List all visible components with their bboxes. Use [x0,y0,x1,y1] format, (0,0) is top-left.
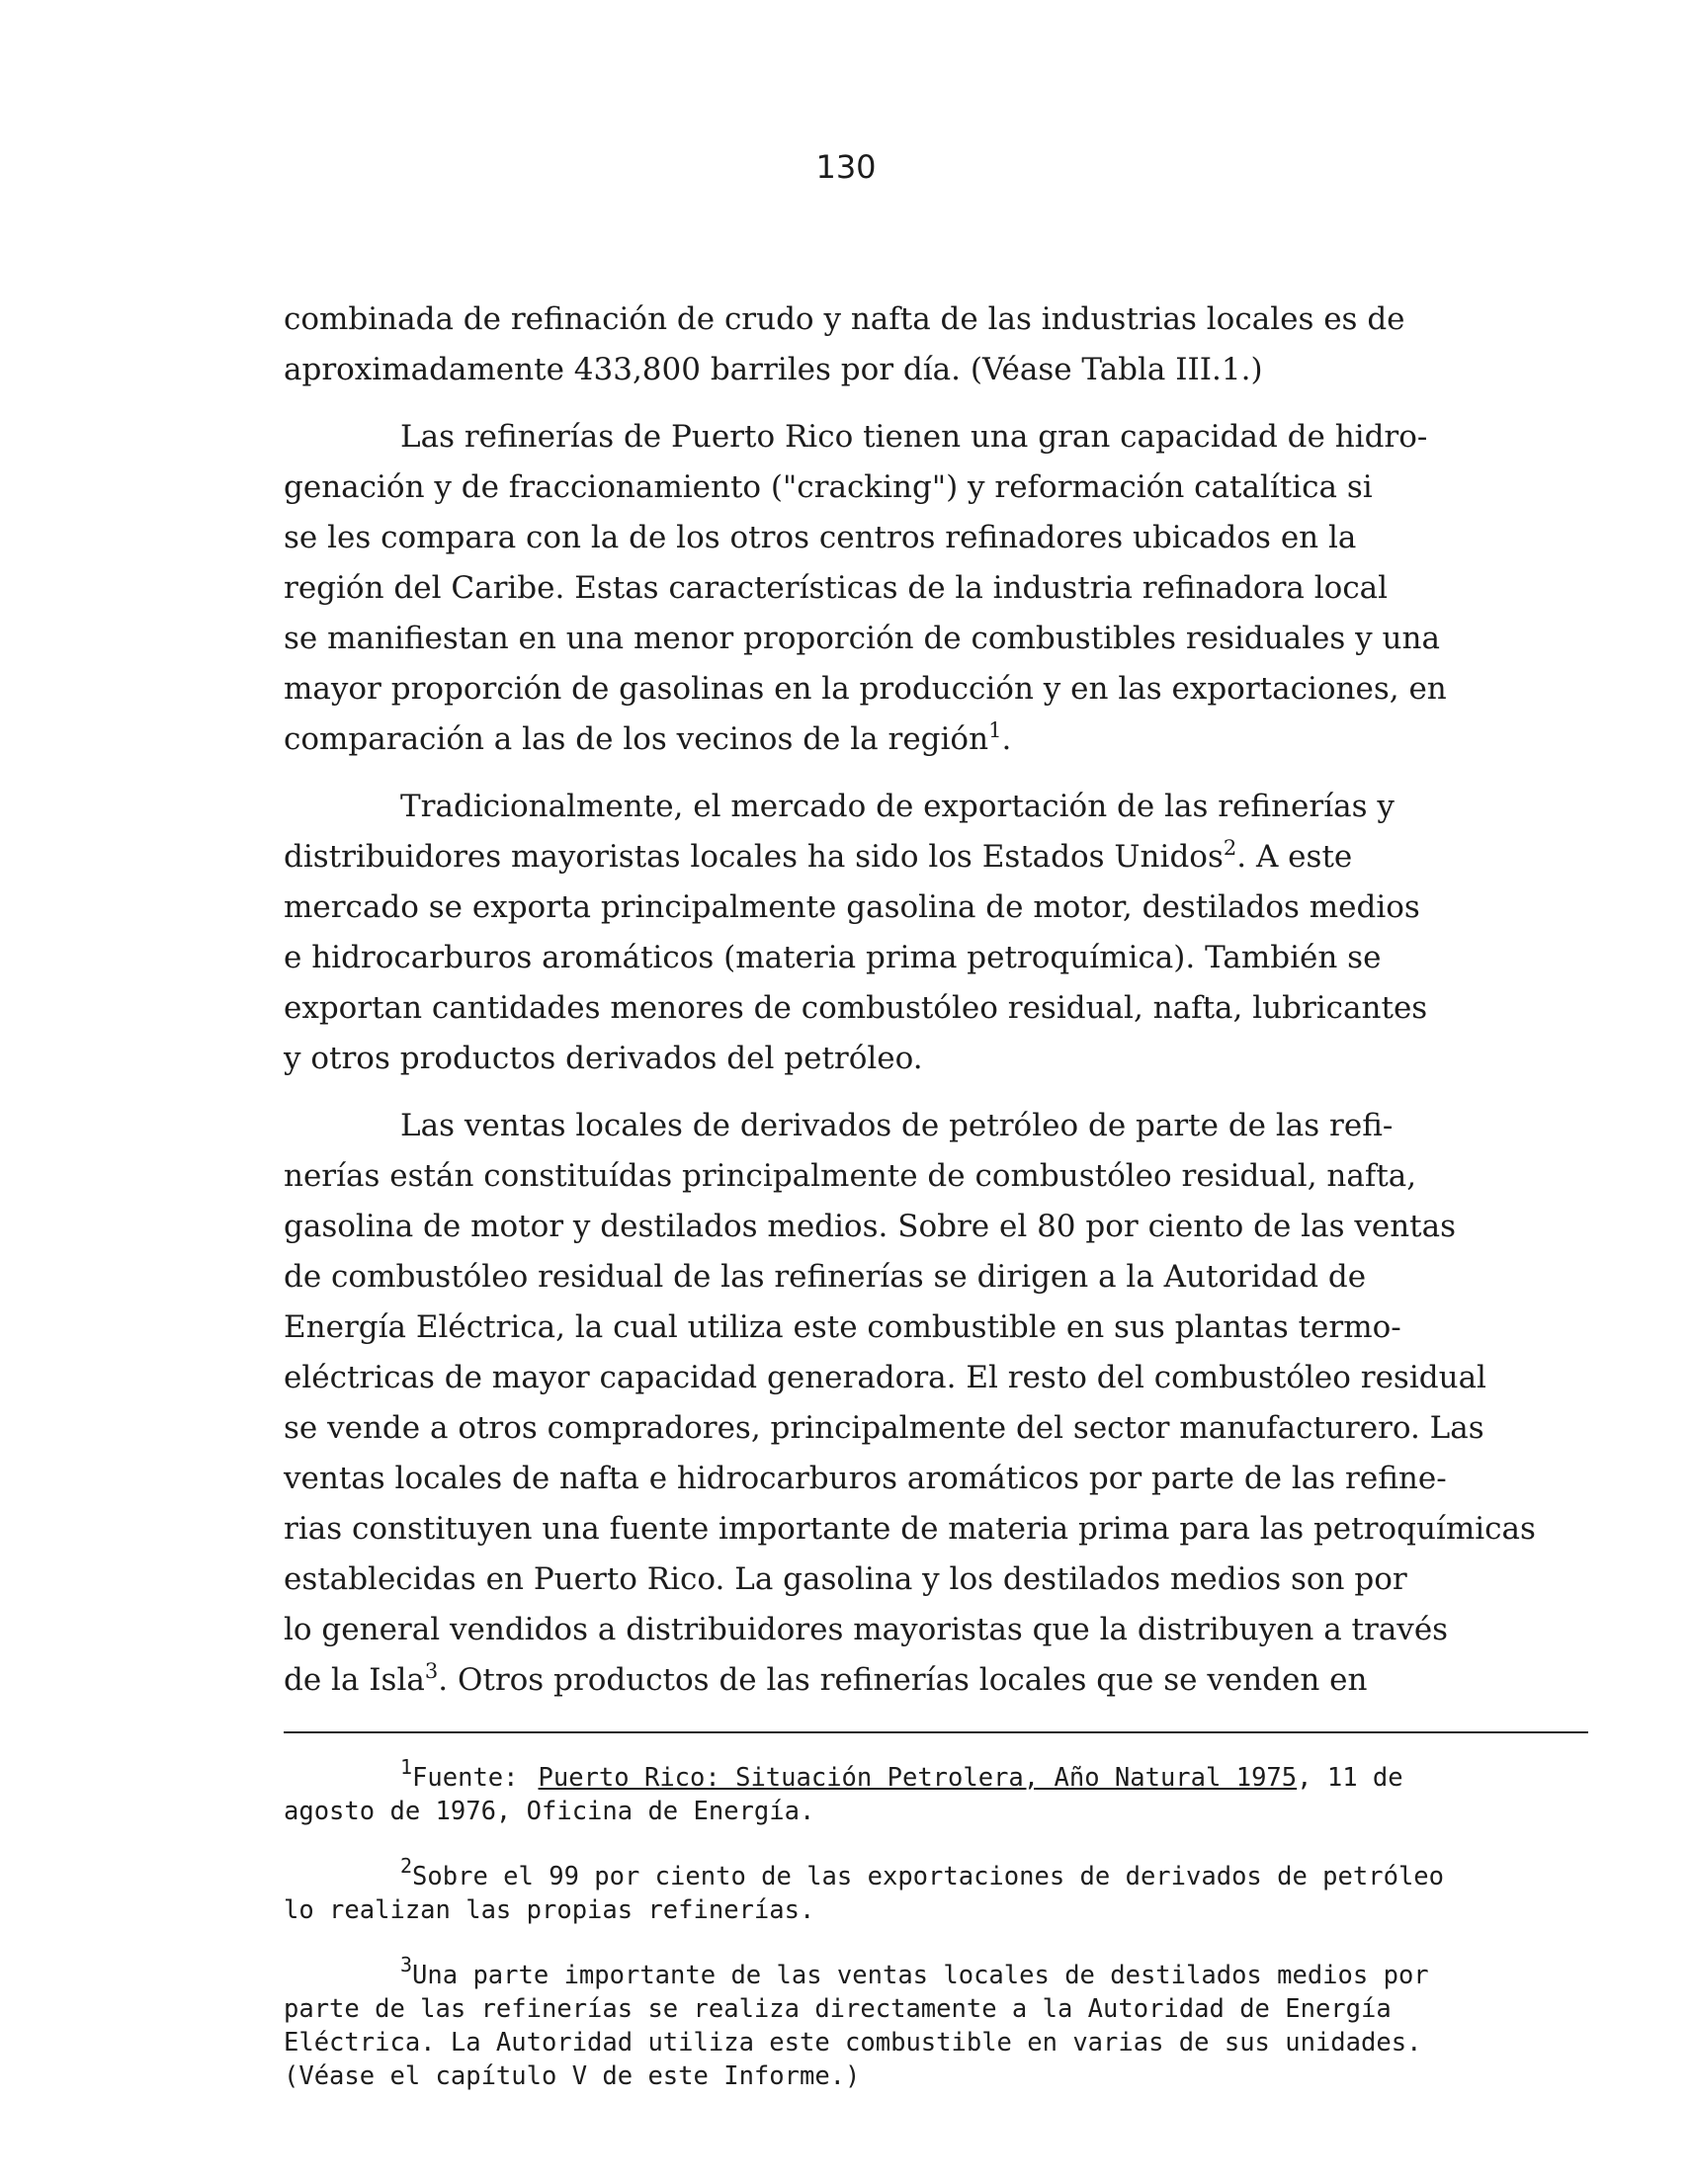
text-line: nerías están constituídas principalmente de combustóleo residual, nafta, [284,1158,1417,1194]
text-line: y otros productos derivados del petróleo. [284,1041,923,1076]
text-line: Las refinerías de Puerto Rico tienen una gran capacidad de hidro- [400,419,1428,455]
text-fragment: de la Isla [284,1662,425,1698]
text-line: eléctricas de mayor capacidad generadora. El resto del combustóleo residual [284,1360,1486,1395]
page-number: 130 [815,148,877,186]
footnotes [284,1755,1598,2125]
text-line: exportan cantidades menores de combustóleo residual, nafta, lubricantes [284,990,1428,1026]
text-line: lo general vendidos a distribuidores mayoristas que la distribuyen a través [284,1612,1449,1647]
footnote-2 [284,1854,1598,1927]
footnote-line [284,1953,1598,1992]
text-line: mercado se exporta principalmente gasolina de motor, destilados medios [284,889,1420,925]
footnote-marker: 3 [400,1953,413,1976]
text-line: Energía Eléctrica, la cual utiliza este combustible en sus plantas termo- [284,1309,1401,1345]
text-line: e hidrocarburos aromáticos (materia prima petroquímica). También se [284,940,1382,975]
text-line: genación y de fraccionamiento ("cracking") y reformación catalítica si [284,469,1373,505]
footnote-1 [284,1755,1598,1828]
text-line: rias constituyen una fuente importante de materia prima para las petroquímicas [284,1511,1536,1547]
footnote-3 [284,1953,1598,2093]
footnote-line: Eléctrica. La Autoridad utiliza este combustible en varias de sus unidades. [284,2028,1422,2058]
footnote-marker: 2 [400,1854,413,1878]
text-line: mayor proporción de gasolinas en la producción y en las exportaciones, en [284,671,1447,707]
text-fragment: . Otros productos de las refinerías locales que se venden en [438,1662,1368,1698]
footnote-line: agosto de 1976, Oficina de Energía. [284,1797,815,1826]
footnote-ref-3[interactable]: 3 [424,1659,439,1683]
text-line: aproximadamente 433,800 barriles por día. (Véase Tabla III.1.) [284,352,1263,387]
text-fragment: . [1001,721,1012,757]
text-line: se les compara con la de los otros centros refinadores ubicados en la [284,520,1357,555]
footnote-separator [284,1731,1588,1733]
footnote-label: Fuente: [412,1763,519,1793]
text-line: gasolina de motor y destilados medios. Sobre el 80 por ciento de las ventas [284,1209,1457,1244]
text-fragment: Sobre el 99 por ciento de las exportaciones de derivados de petróleo [412,1862,1445,1891]
body-text [284,294,1598,1722]
paragraph-3 [284,782,1598,1084]
text-line: se vende a otros compradores, principalmente del sector manufacturero. Las [284,1410,1484,1446]
text-line: se manifiestan en una menor proporción de combustibles residuales y una [284,621,1440,656]
text-line [284,714,1598,765]
text-line: Las ventas locales de derivados de petróleo de parte de las refi- [400,1108,1394,1143]
footnote-line: parte de las refinerías se realiza directamente a la Autoridad de Energía [284,1994,1392,2024]
text-line: establecidas en Puerto Rico. La gasolina y los destilados medios son por [284,1561,1407,1597]
text-line: región del Caribe. Estas características de la industria refinadora local [284,570,1389,606]
text-line [284,832,1598,882]
footnote-line [284,1755,1598,1795]
footnote-source-title: Puerto Rico: Situación Petrolera, Año Natural 1975 [538,1763,1298,1793]
text-fragment: distribuidores mayoristas locales ha sido los Estados Unidos [284,839,1224,875]
text-line: de combustóleo residual de las refinerías se dirigen a la Autoridad de [284,1259,1367,1295]
footnote-ref-2[interactable]: 2 [1223,836,1237,860]
footnote-line: lo realizan las propias refinerías. [284,1895,815,1925]
footnote-line: (Véase el capítulo V de este Informe.) [284,2061,861,2091]
text-fragment: comparación a las de los vecinos de la región [284,721,989,757]
paragraph-4 [284,1101,1598,1706]
text-fragment: , 11 de [1297,1763,1403,1793]
footnote-ref-1[interactable]: 1 [988,718,1002,742]
text-line: ventas locales de nafta e hidrocarburos aromáticos por parte de las refine- [284,1461,1447,1496]
text-line: Tradicionalmente, el mercado de exportación de las refinerías y [400,789,1395,824]
footnote-line [284,1854,1598,1893]
paragraph-2 [284,412,1598,765]
paragraph-1 [284,294,1598,395]
text-line [284,1655,1598,1706]
footnote-marker: 1 [400,1755,413,1779]
text-fragment: . A este [1236,839,1353,875]
text-line: combinada de refinación de crudo y nafta de las industrias locales es de [284,301,1405,337]
text-fragment: Una parte importante de las ventas locales de destilados medios por [412,1961,1429,1990]
